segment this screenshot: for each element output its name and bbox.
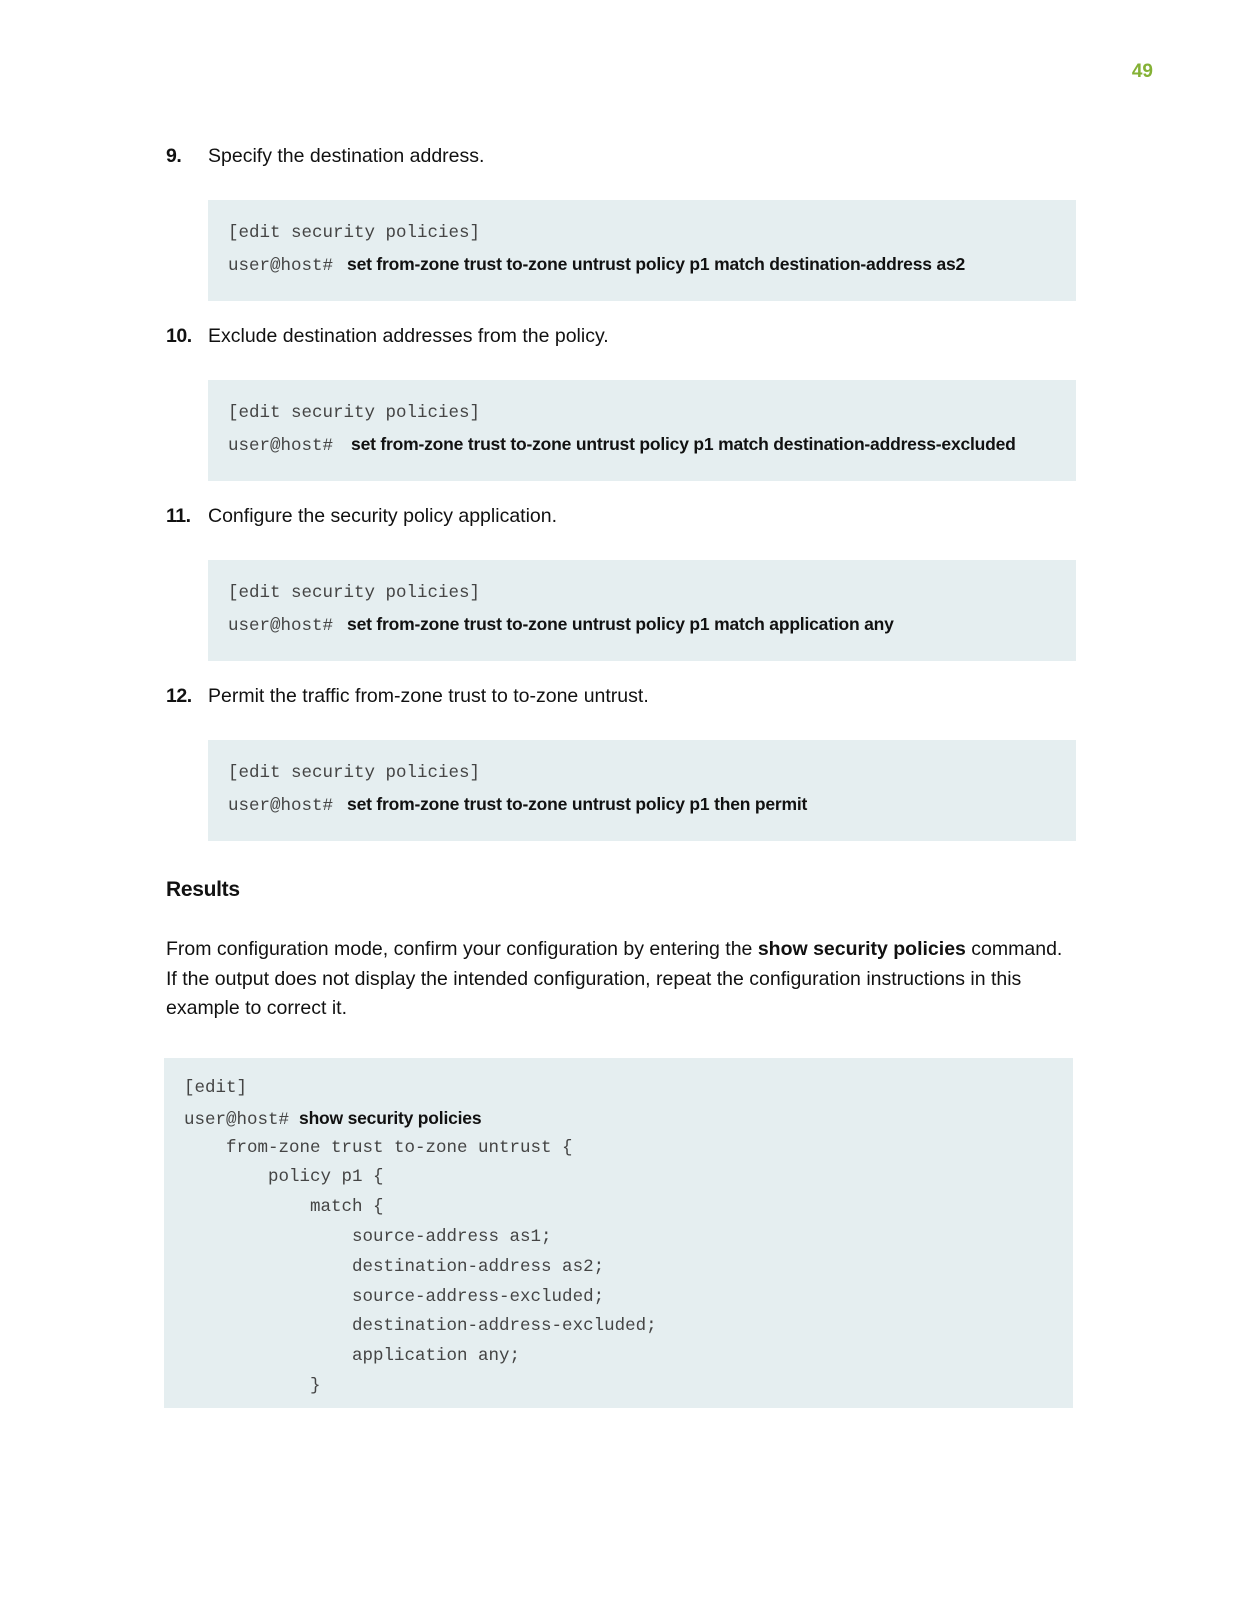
- code-block: [208, 200, 1076, 301]
- step-11: [166, 503, 1086, 661]
- output-context: [edit]: [184, 1078, 248, 1098]
- code-prompt: user@host#: [228, 796, 334, 816]
- step-12: [166, 683, 1086, 841]
- code-command: set from-zone trust to-zone untrust policy p1 match destination-address as2: [347, 254, 966, 274]
- step-number: 9.: [166, 145, 182, 167]
- code-context: [edit security policies]: [228, 763, 481, 783]
- output-line: policy p1 {: [184, 1167, 384, 1188]
- output-line: source-address as1;: [184, 1226, 552, 1247]
- results-command-name: show security policies: [757, 938, 966, 960]
- output-line: from-zone trust to-zone untrust {: [184, 1137, 573, 1158]
- output-command: show security policies: [299, 1107, 482, 1128]
- code-prompt: user@host#: [228, 256, 334, 276]
- code-context: [edit security policies]: [228, 583, 481, 603]
- step-number: 11.: [166, 505, 191, 527]
- code-block: [208, 380, 1076, 481]
- page-number: 49: [1131, 61, 1153, 82]
- code-prompt: user@host#: [228, 616, 334, 636]
- step-10: [166, 323, 1086, 481]
- code-command: set from-zone trust to-zone untrust policy p1 match application any: [347, 614, 894, 634]
- code-command: set from-zone trust to-zone untrust policy p1 then permit: [347, 794, 808, 814]
- results-text-after: command. If the output does not display the intended configuration, repeat the configuration instructions in this example to correct it.: [166, 938, 1063, 1019]
- code-context: [edit security policies]: [228, 223, 481, 243]
- output-line: }: [184, 1375, 321, 1396]
- results-text-before: From configuration mode, confirm your configuration by entering the: [166, 938, 758, 960]
- step-9: [166, 143, 1086, 301]
- code-block: [208, 740, 1076, 841]
- output-code-block: [164, 1058, 1073, 1408]
- code-prompt: user@host#: [228, 436, 334, 456]
- step-text: Configure the security policy application.: [208, 505, 558, 527]
- code-context: [edit security policies]: [228, 403, 481, 423]
- step-text: Exclude destination addresses from the policy.: [208, 325, 609, 347]
- output-line: application any;: [184, 1346, 521, 1367]
- results-paragraph: [166, 935, 1071, 1024]
- step-text: Specify the destination address.: [208, 145, 485, 167]
- code-block: [208, 560, 1076, 661]
- code-command: set from-zone trust to-zone untrust policy p1 match destination-address-excluded: [351, 434, 1016, 454]
- step-number: 12.: [166, 685, 192, 707]
- results-heading: Results: [166, 878, 240, 901]
- output-prompt: user@host#: [184, 1109, 290, 1130]
- output-line: destination-address-excluded;: [184, 1316, 657, 1337]
- output-line: destination-address as2;: [184, 1256, 605, 1277]
- step-number: 10.: [166, 325, 192, 347]
- output-line: source-address-excluded;: [184, 1286, 605, 1307]
- output-line: match {: [184, 1197, 384, 1218]
- step-text: Permit the traffic from-zone trust to to-zone untrust.: [208, 685, 649, 707]
